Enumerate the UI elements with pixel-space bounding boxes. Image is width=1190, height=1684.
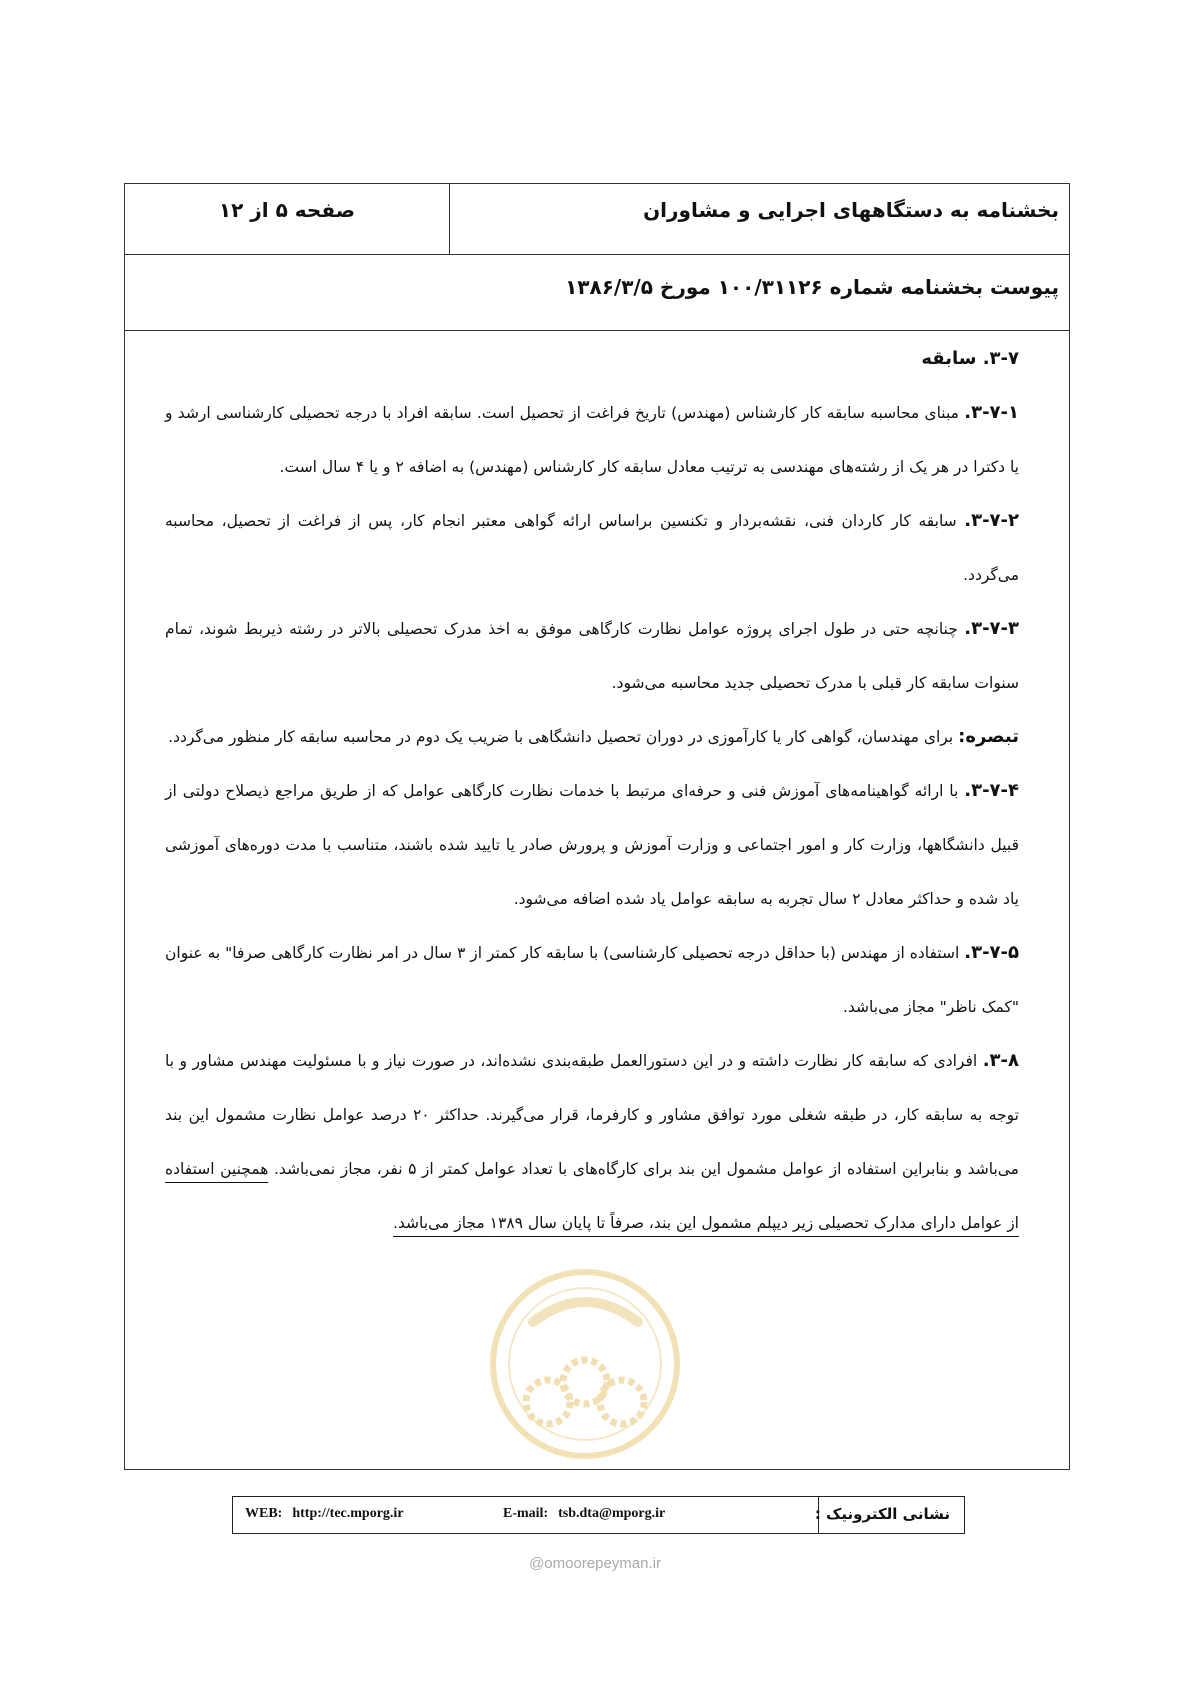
item-number: ۳-۷-۴. — [964, 780, 1019, 801]
footer-email — [503, 1506, 665, 1522]
subheader-row — [125, 255, 1069, 331]
underlined-text: همچنین استفاده از عوامل دارای مدارک تحصیلی زیر دیپلم مشمول این بند، صرفاً تا پایان سال ۱۳۸۹ مجاز می‌باشد. — [165, 1160, 1019, 1232]
item-text: مبنای محاسبه سابقه کار کارشناس (مهندس) تاریخ فراغت از تحصیل است. سابقه افراد با درجه تحصیلی کارشناسی ارشد و یا دکترا در هر یک از رشته‌های مهندسی به ترتیب معادل سابقه کار کارشناس (مهندس) به اضافه ۲ و یا ۴ سال است. — [165, 404, 1019, 476]
email-label: E-mail: — [503, 1506, 549, 1521]
item-number: ۳-۷-۱. — [964, 402, 1019, 423]
item-text: افرادی که سابقه کار نظارت داشته و در این دستورالعمل طبقه‌بندی نشده‌اند، در صورت نیاز و با مسئولیت مهندس مشاور و با توجه به سابقه کار، در طبقه شغلی مورد توافق مشاور و کارفرما، قرار می‌گیرند. حداکثر ۲۰ درصد عوامل نظارت مشمول این بند می‌باشد و بنابراین استفاده از عوامل مشمول این بند برای کارگاه‌های با تعداد عوامل کمتر از ۵ نفر، مجاز نمی‌باشد. — [165, 1052, 1019, 1178]
email-link[interactable]: tsb.dta@mporg.ir — [558, 1506, 666, 1521]
paragraph-3-7-1 — [165, 386, 1019, 494]
item-number: ۳-۷-۲. — [964, 510, 1019, 531]
item-number: ۳-۸. — [982, 1050, 1019, 1071]
web-link[interactable]: http://tec.mporg.ir — [292, 1506, 404, 1521]
paragraph-note — [165, 710, 1019, 764]
paragraph-3-7-4 — [165, 764, 1019, 926]
footer-web — [245, 1506, 404, 1522]
item-text: با ارائه گواهینامه‌های آموزش فنی و حرفه‌ای مرتبط با خدمات نظارت کارگاهی عوامل که از طریق مراجع ذیصلاح دولتی از قبیل دانشگاهها، وزارت کار و امور اجتماعی و وزارت آموزش و پرورش صادر یا تایید شده باشند، متناسب با مدت دوره‌های آموزشی یاد شده و حداکثر معادل ۲ سال تجربه به سابقه عوامل یاد شده اضافه می‌شود. — [165, 782, 1019, 908]
paragraph-3-7-2 — [165, 494, 1019, 602]
note-label: تبصره: — [958, 726, 1019, 747]
web-label: WEB: — [245, 1506, 283, 1521]
item-number: ۳-۷-۵. — [964, 942, 1019, 963]
section-title: ۳-۷. سابقه — [921, 348, 1019, 369]
item-text: چنانچه حتی در طول اجرای پروژه عوامل نظارت کارگاهی موفق به اخذ مدرک تحصیلی بالاتر در رشته ذیربط شوند، تمام سنوات سابقه کار قبلی با مدرک تحصیلی جدید محاسبه می‌شود. — [165, 620, 1019, 692]
item-text: برای مهندسان، گواهی کار یا کارآموزی در دوران تحصیل دانشگاهی با ضریب یک دوم در محاسبه سابقه کار منظور می‌گردد. — [168, 728, 954, 746]
item-text: سابقه کار کاردان فنی، نقشه‌بردار و تکنسین براساس ارائه گواهی معتبر انجام کار، پس از فراغت از تحصیل، محاسبه می‌گردد. — [165, 512, 1019, 584]
item-text: استفاده از مهندس (با حداقل درجه تحصیلی کارشناسی) با سابقه کار کمتر از ۳ سال در امر نظارت کارگاهی صرفا" به عنوان "کمک ناظر" مجاز می‌باشد. — [165, 944, 1019, 1016]
document-title: بخشنامه به دستگاههای اجرایی و مشاوران — [643, 198, 1059, 222]
header-divider — [449, 184, 450, 255]
document-subtitle: پیوست بخشنامه شماره ۱۰۰/۳۱۱۲۶ مورخ ۱۳۸۶/۳/۵ — [565, 275, 1059, 299]
watermark-site: @omoorepeyman.ir — [529, 1555, 661, 1572]
document-body — [165, 332, 1019, 1250]
header-row — [125, 184, 1069, 255]
item-number: ۳-۷-۳. — [964, 618, 1019, 639]
paragraph-3-8 — [165, 1034, 1019, 1250]
footer-contact-box — [232, 1496, 965, 1534]
footer-label: نشانی الکترونیک : — [814, 1505, 950, 1523]
watermark-seal-icon — [488, 1262, 683, 1467]
page-number: صفحه ۵ از ۱۲ — [218, 198, 356, 222]
paragraph-3-7-5 — [165, 926, 1019, 1034]
paragraph-3-7-3 — [165, 602, 1019, 710]
